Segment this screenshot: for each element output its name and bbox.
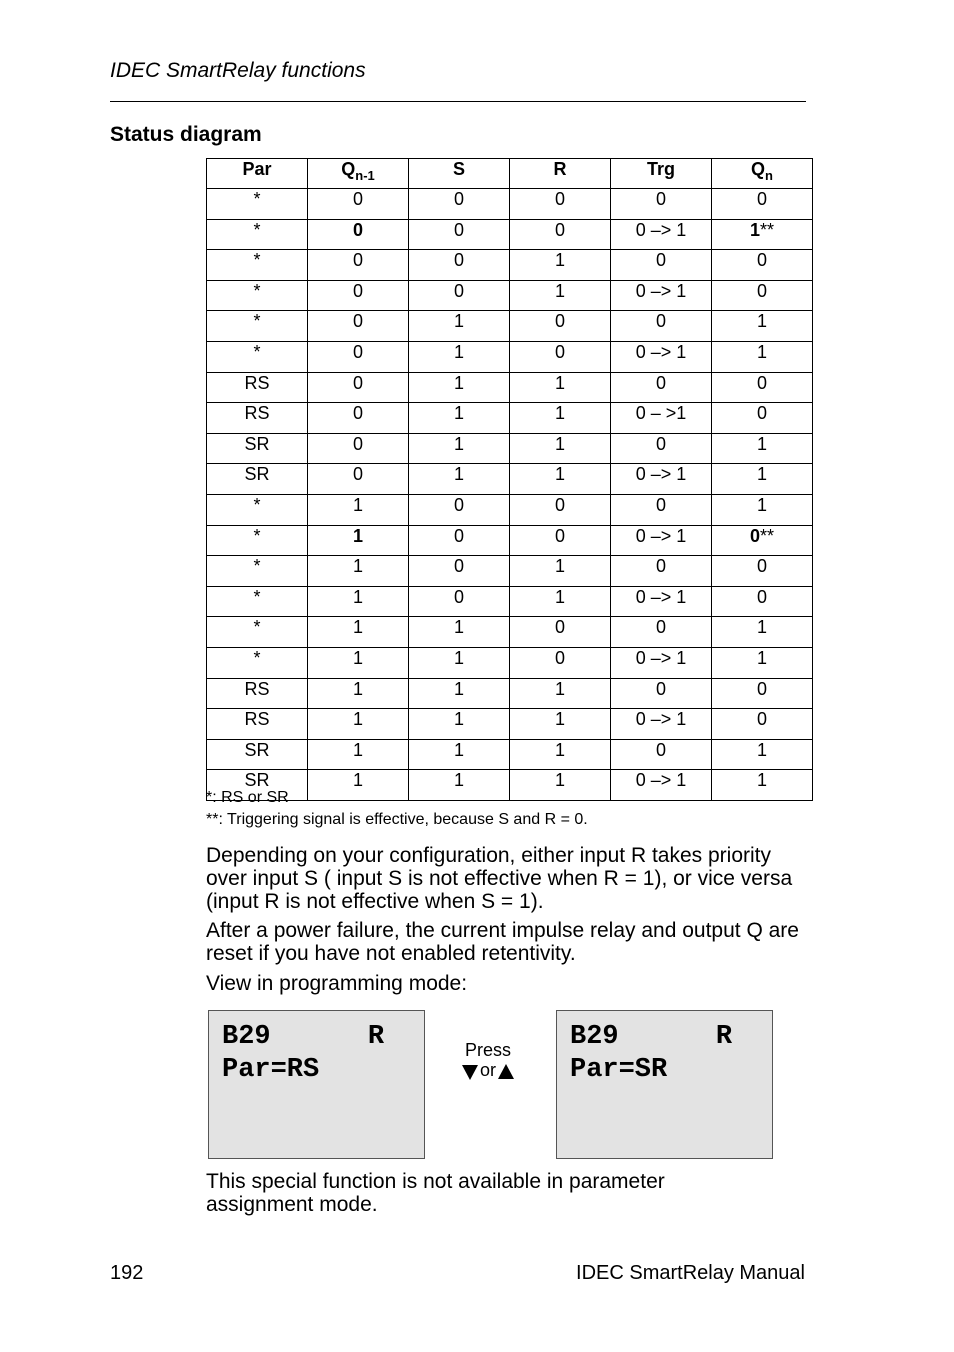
cell-trg: 0 (611, 494, 712, 525)
cell-s: 0 (409, 556, 510, 587)
cell-qn-value: 1 (756, 464, 767, 485)
cell-qn (712, 770, 813, 801)
cell-par: SR (207, 770, 308, 801)
cell-s: 0 (409, 280, 510, 311)
cell-s: 1 (409, 433, 510, 464)
table-row (207, 433, 813, 464)
cell-qn-value: 1 (756, 739, 767, 760)
col-header-r: R (510, 159, 611, 189)
cell-qn-1: 0 (308, 372, 409, 403)
cell-trg: 0 –> 1 (611, 586, 712, 617)
table-row (207, 189, 813, 220)
cell-qn-1: 1 (308, 739, 409, 770)
cell-r: 0 (510, 647, 611, 678)
table-row (207, 617, 813, 648)
press-instruction (447, 1040, 529, 1080)
cell-qn-value: 1 (756, 770, 767, 791)
cell-trg: 0 –> 1 (611, 709, 712, 740)
cell-trg: 0 (611, 433, 712, 464)
section-title: Status diagram (110, 123, 262, 146)
cell-qn (712, 219, 813, 250)
cell-qn-1: 1 (308, 556, 409, 587)
cell-qn (712, 280, 813, 311)
cell-trg: 0 – >1 (611, 403, 712, 434)
cell-qn (712, 341, 813, 372)
arrow-down-icon (462, 1065, 478, 1080)
cell-qn-1: 1 (308, 647, 409, 678)
col-header-s: S (409, 159, 510, 189)
footnote-double-star: **: Triggering signal is effective, because S and R = 0. (206, 811, 588, 828)
cell-par: * (207, 617, 308, 648)
cell-qn-1: 1 (308, 678, 409, 709)
cell-qn-value: 1 (756, 433, 767, 454)
cell-qn-1: 1 (308, 709, 409, 740)
table-row (207, 647, 813, 678)
cell-qn-value: 0 (756, 280, 767, 301)
table-row (207, 464, 813, 495)
paragraph-not-available: This special function is not available in parameter assignment mode. (206, 1170, 665, 1216)
cell-qn-value: 0 (756, 250, 767, 271)
cell-r: 0 (510, 311, 611, 342)
cell-qn (712, 433, 813, 464)
cell-s: 0 (409, 494, 510, 525)
cell-qn-footnote-mark: ** (760, 219, 775, 240)
cell-qn-value: 1 (756, 617, 767, 638)
cell-par: * (207, 311, 308, 342)
cell-qn-value: 1 (756, 311, 767, 332)
cell-qn-value: 0 (749, 525, 760, 546)
cell-qn (712, 403, 813, 434)
col-header-q-label: Q (341, 159, 356, 179)
col-header-qn-subscript: n (765, 168, 773, 183)
manual-title: IDEC SmartRelay Manual (576, 1262, 805, 1284)
table-row (207, 494, 813, 525)
cell-par: * (207, 525, 308, 556)
cell-trg: 0 –> 1 (611, 525, 712, 556)
cell-trg: 0 (611, 739, 712, 770)
cell-par: * (207, 341, 308, 372)
cell-s: 0 (409, 525, 510, 556)
press-or-label: or (479, 1060, 496, 1080)
cell-qn-value: 0 (756, 709, 767, 730)
cell-par: * (207, 280, 308, 311)
cell-trg: 0 (611, 678, 712, 709)
cell-trg: 0 (611, 617, 712, 648)
col-header-q-subscript: n-1 (355, 168, 375, 183)
cell-r: 1 (510, 586, 611, 617)
cell-r: 1 (510, 433, 611, 464)
lcd-line-2: Par=RS (222, 1055, 320, 1085)
lcd-line-1: B29 R (570, 1022, 733, 1052)
cell-par: * (207, 219, 308, 250)
cell-qn (712, 525, 813, 556)
cell-par: * (207, 250, 308, 281)
cell-r: 1 (510, 464, 611, 495)
lcd-display-rs (208, 1010, 425, 1159)
cell-qn-1: 1 (308, 494, 409, 525)
cell-trg: 0 –> 1 (611, 219, 712, 250)
page-number: 192 (110, 1262, 144, 1284)
cell-par: * (207, 586, 308, 617)
running-header: IDEC SmartRelay functions (110, 59, 366, 82)
cell-par: * (207, 647, 308, 678)
cell-s: 0 (409, 219, 510, 250)
cell-r: 0 (510, 189, 611, 220)
cell-qn (712, 464, 813, 495)
cell-s: 1 (409, 647, 510, 678)
cell-par: * (207, 494, 308, 525)
cell-qn-1: 1 (308, 586, 409, 617)
cell-qn-value: 0 (756, 556, 767, 577)
header-divider (110, 101, 806, 102)
cell-s: 1 (409, 464, 510, 495)
cell-par: * (207, 189, 308, 220)
paragraph-priority: Depending on your configuration, either input R takes priority over input S ( input S is not effective when R = 1), or vice versa (input R is not effective when S = 1). (206, 844, 793, 913)
cell-s: 1 (409, 372, 510, 403)
footnote-star: *: RS or SR (206, 789, 289, 806)
cell-qn-value: 1 (756, 341, 767, 362)
lcd-display-sr (556, 1010, 773, 1159)
cell-r: 0 (510, 525, 611, 556)
cell-r: 0 (510, 341, 611, 372)
cell-s: 0 (409, 586, 510, 617)
table-row (207, 556, 813, 587)
cell-r: 1 (510, 556, 611, 587)
cell-trg: 0 –> 1 (611, 464, 712, 495)
cell-qn (712, 494, 813, 525)
cell-qn-1: 0 (308, 189, 409, 220)
cell-qn-1: 0 (308, 433, 409, 464)
paragraph-power-failure: After a power failure, the current impulse relay and output Q are reset if you have not enabled retentivity. (206, 919, 799, 965)
cell-qn-1: 0 (308, 311, 409, 342)
table-header-row (207, 159, 813, 189)
cell-par: RS (207, 709, 308, 740)
cell-qn (712, 617, 813, 648)
cell-qn (712, 372, 813, 403)
cell-qn (712, 586, 813, 617)
cell-qn-1: 0 (308, 403, 409, 434)
cell-r: 0 (510, 617, 611, 648)
cell-r: 1 (510, 678, 611, 709)
cell-par: SR (207, 739, 308, 770)
table-row (207, 739, 813, 770)
cell-par: RS (207, 678, 308, 709)
cell-qn-value: 1 (749, 219, 760, 240)
table-body (207, 189, 813, 801)
cell-par: RS (207, 372, 308, 403)
cell-trg: 0 –> 1 (611, 280, 712, 311)
cell-qn-1: 0 (308, 250, 409, 281)
cell-qn (712, 189, 813, 220)
cell-s: 1 (409, 341, 510, 372)
table-row (207, 586, 813, 617)
cell-s: 0 (409, 250, 510, 281)
cell-s: 1 (409, 617, 510, 648)
cell-s: 1 (409, 403, 510, 434)
cell-qn-value: 0 (756, 403, 767, 424)
cell-s: 1 (409, 311, 510, 342)
cell-trg: 0 –> 1 (611, 341, 712, 372)
cell-qn-value: 0 (756, 586, 767, 607)
col-header-qn-1 (308, 159, 409, 189)
cell-trg: 0 (611, 372, 712, 403)
cell-r: 1 (510, 250, 611, 281)
cell-r: 1 (510, 372, 611, 403)
cell-trg: 0 (611, 250, 712, 281)
table-row (207, 341, 813, 372)
cell-qn (712, 709, 813, 740)
cell-par: SR (207, 433, 308, 464)
cell-trg: 0 (611, 189, 712, 220)
cell-qn-value: 1 (756, 647, 767, 668)
cell-qn (712, 739, 813, 770)
press-arrows (447, 1060, 529, 1080)
cell-s: 1 (409, 678, 510, 709)
cell-par: SR (207, 464, 308, 495)
cell-qn-value: 0 (756, 372, 767, 393)
cell-qn-1: 0 (308, 280, 409, 311)
cell-r: 1 (510, 739, 611, 770)
table-row (207, 709, 813, 740)
cell-qn (712, 250, 813, 281)
cell-qn-value: 0 (756, 189, 767, 209)
lcd-line-1: B29 R (222, 1022, 385, 1052)
table-row (207, 311, 813, 342)
table-row (207, 280, 813, 311)
cell-r: 0 (510, 494, 611, 525)
cell-qn-1: 0 (308, 341, 409, 372)
cell-par: RS (207, 403, 308, 434)
cell-trg: 0 (611, 311, 712, 342)
cell-qn (712, 647, 813, 678)
table-row (207, 250, 813, 281)
cell-r: 1 (510, 770, 611, 801)
cell-qn-footnote-mark: ** (760, 525, 775, 546)
arrow-up-icon (498, 1064, 514, 1079)
cell-qn-1: 1 (308, 617, 409, 648)
col-header-qn-label: Q (751, 159, 766, 179)
cell-r: 1 (510, 403, 611, 434)
status-diagram-table (206, 158, 813, 801)
cell-r: 0 (510, 219, 611, 250)
footnotes (206, 787, 588, 831)
cell-qn-1: 1 (308, 525, 409, 556)
table-row (207, 403, 813, 434)
cell-s: 1 (409, 709, 510, 740)
col-header-qn (712, 159, 813, 189)
cell-qn-1: 1 (308, 770, 409, 801)
col-header-trg: Trg (611, 159, 712, 189)
cell-r: 1 (510, 280, 611, 311)
cell-qn-value: 1 (756, 494, 767, 515)
cell-s: 1 (409, 739, 510, 770)
table-row (207, 219, 813, 250)
cell-trg: 0 (611, 556, 712, 587)
cell-s: 0 (409, 189, 510, 220)
press-label: Press (464, 1040, 511, 1060)
cell-trg: 0 –> 1 (611, 770, 712, 801)
cell-qn (712, 556, 813, 587)
lcd-line-2: Par=SR (570, 1055, 668, 1085)
cell-qn-1: 0 (308, 219, 409, 250)
cell-qn-1: 0 (308, 464, 409, 495)
col-header-par: Par (207, 159, 308, 189)
cell-qn (712, 678, 813, 709)
paragraph-view-mode: View in programming mode: (206, 972, 468, 995)
cell-par: * (207, 556, 308, 587)
table-row (207, 372, 813, 403)
table-row (207, 678, 813, 709)
table-row (207, 525, 813, 556)
cell-r: 1 (510, 709, 611, 740)
cell-qn-value: 0 (756, 678, 767, 699)
cell-qn (712, 311, 813, 342)
cell-trg: 0 –> 1 (611, 647, 712, 678)
cell-s: 1 (409, 770, 510, 801)
